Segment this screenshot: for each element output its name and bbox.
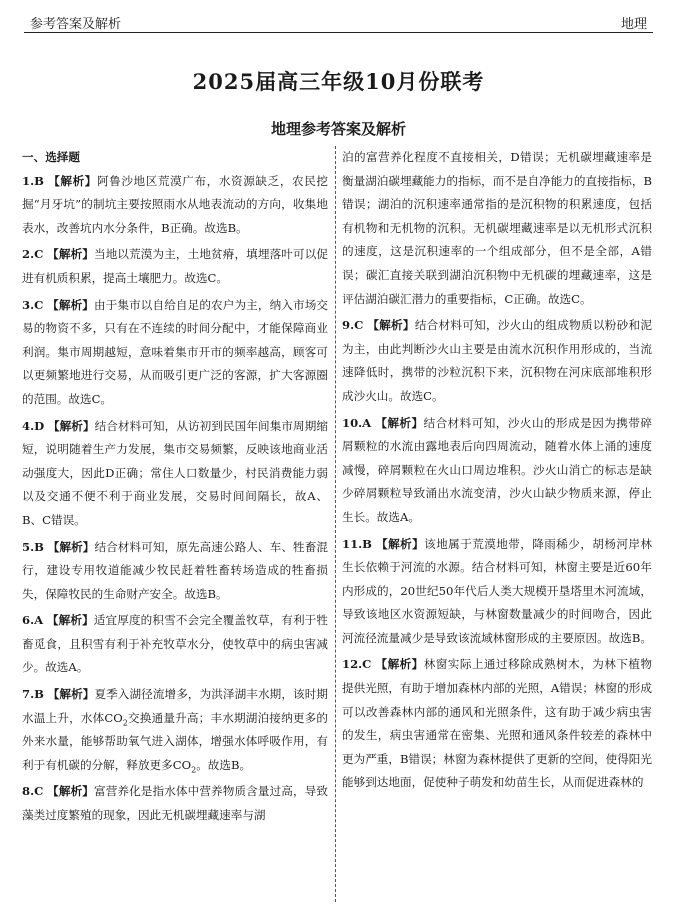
question-number: 12.	[342, 657, 363, 672]
section-heading: 一、选择题	[22, 150, 80, 164]
analysis-tag: 【解析】	[375, 415, 424, 430]
question-number: 6.	[22, 613, 35, 628]
question-number: 9.	[342, 318, 355, 333]
answer-letter: C	[34, 247, 44, 262]
analysis-text: 阿鲁沙地区荒漠广布，水资源缺乏，农民挖掘“月牙坑”的制坑主要按照雨水从地表流动的方向，收集地表水，改善坑内水分条件，B正确。故选B。	[22, 173, 328, 235]
exam-title: 2025届高三年级10月份联考	[192, 69, 485, 94]
answer-item-9	[342, 314, 652, 408]
question-number: 11.	[342, 536, 363, 551]
answer-item-8	[22, 780, 328, 827]
analysis-tag: 【解析】	[47, 539, 95, 554]
column-divider	[335, 146, 336, 902]
analysis-text: 该地属于荒漠地带，降雨稀少，胡杨河岸林生长依赖于河流的水源。结合材料可知，林窗主要是近60年内形成的，20世纪50年代后人类大规模开垦塔里木河流域，导致该地区水资源短缺，与林窗数量减少的时间吻合，因此河流径流量减少是导致该流域林窗形成的主要原因。故选B。	[342, 536, 652, 645]
analysis-tag: 【解析】	[48, 173, 97, 188]
answer-letter: C	[354, 318, 364, 333]
answer-item-3	[22, 294, 328, 412]
question-number: 7.	[22, 687, 35, 702]
page-header	[24, 10, 653, 33]
answer-item-10	[342, 412, 652, 530]
answer-letter: C	[34, 784, 44, 799]
header-left-label: 参考答案及解析	[30, 17, 122, 32]
answer-letter: A	[34, 613, 44, 628]
analysis-text: 林窗实际上通过移除成熟树木，为林下植物提供光照，有助于增加森林内部的光照，A错误；林窗的形成可以改善森林内部的通风和光照条件，这有助于减少病虫害的发生，病虫害通常在密集、光照和通风条件较差的森林中更为严重，B错误；林窗为森林提供了更新的空间，使得阳光能够到达地面，促使种子萌发和幼苗生长，从而促进森林的	[342, 657, 652, 790]
answer-item-11	[342, 533, 652, 651]
analysis-tag: 【解析】	[376, 536, 425, 551]
answer-item-6	[22, 609, 328, 680]
subscript: 2	[122, 717, 128, 727]
question-number: 3.	[22, 297, 35, 312]
answer-item-7	[22, 683, 328, 777]
analysis-text: 当地以荒漠为主，土地贫瘠，填埋落叶可以促进有机质积累，提高土壤肥力。故选C。	[22, 247, 328, 285]
analysis-text: 夏季入湖径流增多，为洪泽湖丰水期，该时期水温上升，水体CO	[22, 687, 328, 725]
answer-item-8-continued	[342, 146, 652, 311]
analysis-tag: 【解析】	[47, 687, 95, 702]
answer-letter: B	[362, 536, 372, 551]
analysis-tag: 【解析】	[47, 247, 94, 262]
question-number: 4.	[22, 418, 35, 433]
answer-item-4	[22, 415, 328, 533]
answer-letter: C	[34, 297, 44, 312]
left-column	[22, 146, 328, 831]
question-number: 10.	[342, 415, 363, 430]
question-number: 5.	[22, 539, 35, 554]
answer-letter: D	[34, 418, 45, 433]
analysis-text: 适宜厚度的积雪不会完全覆盖牧草，有利于牲畜觅食，且积雪有利于补充牧草水分，使牧草中的病虫害减少。故选A。	[22, 613, 328, 675]
analysis-text: 泊的富营养化程度不直接相关，D错误；无机碳埋藏速率是衡量湖泊碳埋藏能力的指标，而不是自净能力的直接指标，B错误；湖泊的沉积速率通常指的是沉积物的积累速度，包括有机物和无机物的沉积。无机碳埋藏速率是以无机形式沉积的速度，这是沉积速率的一个组成部分，但不是全部，A错误；碳汇直接关联到湖泊沉积物中无机碳的埋藏速率，这是评估湖泊碳汇潜力的重要指标，C正确。故选C。	[342, 150, 652, 306]
analysis-tag: 【解析】	[46, 613, 94, 628]
answer-key-subtitle: 地理参考答案及解析	[270, 120, 406, 138]
analysis-text: 结合材料可知，原先高速公路人、车、牲畜混行，建设专用牧道能减少牧民赶着牲畜转场造成的牲畜损失，保障牧民的生命财产安全。故选B。	[22, 539, 328, 601]
question-number: 2.	[22, 247, 35, 262]
analysis-text: 结合材料可知，沙火山的形成是因为携带碎屑颗粒的水流由露地表后向四周流动，随着水体上涌的速度减慢，碎屑颗粒在火山口周边堆积。沙火山消亡的标志是缺少碎屑颗粒导致涌出水流变清，沙火山缺少物质来源，停止生长。故选A。	[342, 415, 652, 524]
header-subject-label: 地理	[620, 17, 647, 32]
analysis-text: 结合材料可知，沙火山的组成物质以粉砂和泥为主，由此判断沙火山主要是由流水沉积作用形成的，当流速降低时，携带的沙粒沉积下来，沉积物在河床底部堆积形成沙火山。故选C。	[342, 318, 652, 403]
answer-letter: B	[34, 687, 44, 702]
analysis-text: 交换通量升高；丰水期湖泊接纳更多的外来水量，能够帮助氧气进入湖体，增强水体呼吸作用，有利于有机碳的分解，释放更多CO	[22, 710, 328, 772]
analysis-tag: 【解析】	[47, 784, 94, 799]
analysis-tag: 【解析】	[367, 318, 415, 333]
question-number: 8.	[22, 784, 35, 799]
analysis-tag: 【解析】	[47, 297, 94, 312]
question-number: 1.	[22, 173, 35, 188]
answer-letter: A	[362, 415, 372, 430]
analysis-tag: 【解析】	[375, 657, 424, 672]
answer-item-1	[22, 170, 328, 241]
analysis-text: 由于集市以自给自足的农户为主，纳入市场交易的物资不多，只有在不连续的时间分配中，才能保障商业利润。集市周期越短，意味着集市开市的频率越高，顾客可以更频繁地进行交易，从而吸引更广泛的客源，扩大客源圈的范围。故选C。	[22, 297, 328, 406]
analysis-text: 。故选B。	[196, 757, 252, 772]
analysis-tag: 【解析】	[47, 418, 95, 433]
right-column	[342, 146, 652, 798]
answer-letter: B	[34, 173, 44, 188]
answer-item-12	[342, 653, 652, 795]
analysis-text: 结合材料可知，从访初到民国年间集市周期缩短，说明随着生产力发展，集市交易频繁，反映该地商业活动强度大，因此D正确；常住人口数量少，村民消费能力弱以及交通不便不利于商业发展，交易时间间隔长，故A、B、C错误。	[22, 418, 328, 527]
answer-item-5	[22, 536, 328, 607]
answer-item-2	[22, 243, 328, 290]
answer-letter: B	[34, 539, 44, 554]
answer-letter: C	[362, 657, 372, 672]
analysis-text: 富营养化是指水体中营养物质含量过高，导致藻类过度繁殖的现象，因此无机碳埋藏速率与湖	[22, 784, 328, 823]
subscript: 2	[191, 765, 197, 775]
